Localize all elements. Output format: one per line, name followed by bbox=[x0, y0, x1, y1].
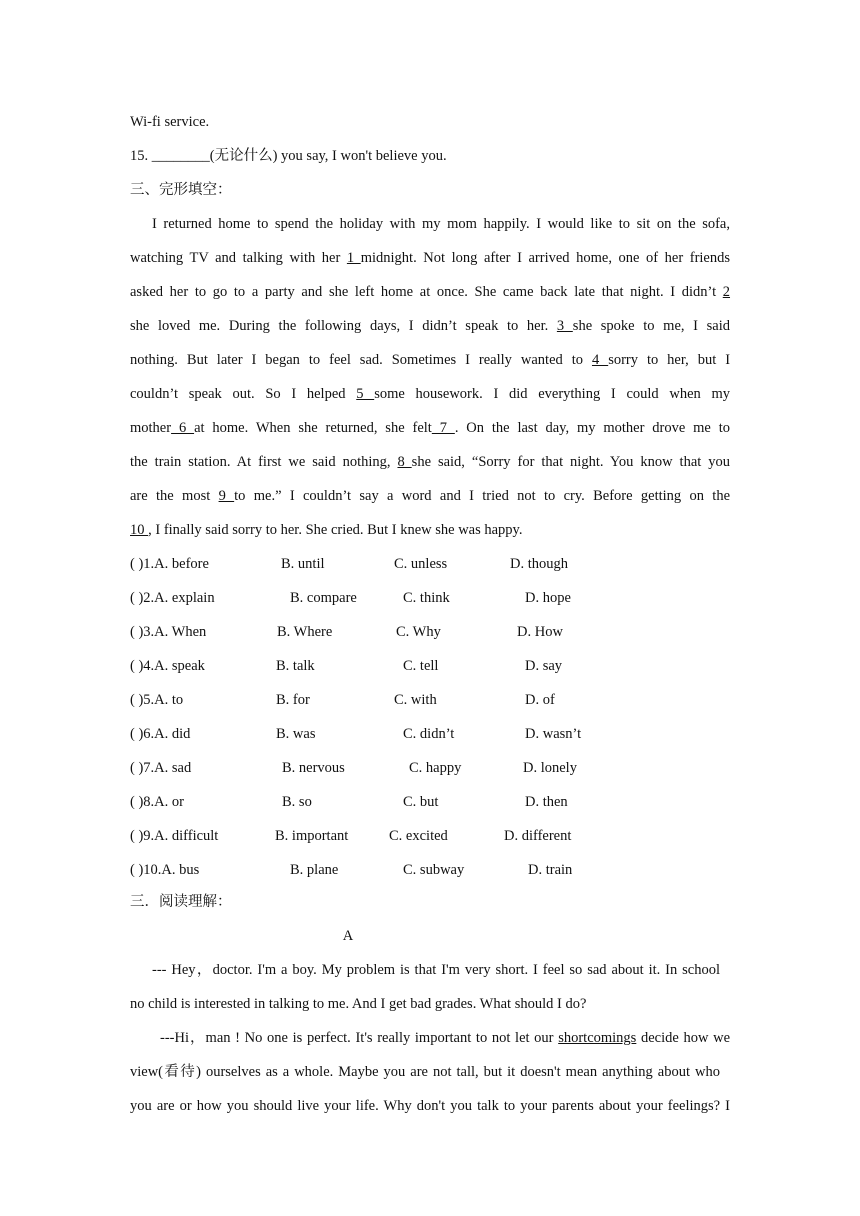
passage-text: , I finally said sorry to her. She cried. But I knew she was happy. bbox=[148, 522, 523, 538]
reading-heading: 三．阅读理解： bbox=[130, 894, 232, 910]
q15-blank: ________ bbox=[151, 148, 210, 164]
reading-a-label: A bbox=[342, 928, 354, 944]
option-d: D. though bbox=[510, 556, 568, 572]
cloze-blank-3: 3 bbox=[556, 318, 573, 334]
option-d: D. different bbox=[504, 828, 572, 844]
passage-text: midnight. Not long after I arrived home, one of her friends bbox=[360, 250, 731, 266]
question-number: 1. bbox=[143, 556, 155, 572]
passage-text: are the most bbox=[130, 488, 211, 504]
passage-text: watching TV and talking with her bbox=[130, 250, 341, 266]
reading-line-5: you are or how you should live your life. Why don't you talk to your parents about your feelings? I bbox=[130, 1098, 730, 1114]
answer-blank: ( ) bbox=[130, 828, 144, 844]
option-a: A. bus bbox=[161, 862, 200, 878]
passage-line-2 bbox=[130, 248, 730, 268]
option-d: D. then bbox=[525, 794, 568, 810]
question-number: 2. bbox=[143, 590, 155, 606]
question-number: 5. bbox=[143, 692, 155, 708]
cloze-blank-10: 10 bbox=[130, 522, 149, 538]
q14-tail: Wi-fi service. bbox=[130, 114, 210, 130]
option-b: B. so bbox=[282, 794, 312, 810]
passage-line-7 bbox=[130, 418, 730, 438]
option-d: D. How bbox=[517, 624, 563, 640]
option-c: C. with bbox=[394, 692, 437, 708]
question-number: 7. bbox=[143, 760, 155, 776]
option-a: A. explain bbox=[154, 590, 215, 606]
answer-blank: ( ) bbox=[130, 760, 144, 776]
option-d: D. train bbox=[528, 862, 573, 878]
question-number: 10. bbox=[143, 862, 162, 878]
option-a: A. did bbox=[154, 726, 191, 742]
answer-blank: ( ) bbox=[130, 556, 144, 572]
reading-line-3 bbox=[160, 1028, 730, 1048]
option-b: B. nervous bbox=[282, 760, 345, 776]
question-number: 6. bbox=[143, 726, 155, 742]
cloze-heading: 三、完形填空： bbox=[130, 182, 232, 198]
passage-text: the train station. At first we said nothing, bbox=[130, 454, 391, 470]
passage-text: to me.” I couldn’t say a word and I tried not to cry. Before getting on the bbox=[234, 488, 731, 504]
option-b: B. until bbox=[281, 556, 325, 572]
answer-blank: ( ) bbox=[130, 624, 144, 640]
option-d: D. wasn’t bbox=[525, 726, 582, 742]
option-b: B. compare bbox=[290, 590, 357, 606]
question-15 bbox=[130, 146, 447, 166]
answer-blank: ( ) bbox=[130, 590, 144, 606]
option-b: B. important bbox=[275, 828, 349, 844]
passage-line-6 bbox=[130, 384, 730, 404]
option-b: B. for bbox=[276, 692, 310, 708]
option-d: D. say bbox=[525, 658, 563, 674]
passage-text: couldn’t speak out. So I helped bbox=[130, 386, 346, 402]
option-a: A. speak bbox=[154, 658, 205, 674]
cloze-blank-2: 2 bbox=[722, 284, 731, 300]
option-a: A. When bbox=[154, 624, 207, 640]
option-a: A. sad bbox=[154, 760, 192, 776]
passage-text: sorry to her, but I bbox=[608, 352, 731, 368]
option-a: A. to bbox=[154, 692, 184, 708]
option-c: C. think bbox=[403, 590, 450, 606]
passage-text: some housework. I did everything I could when my bbox=[374, 386, 730, 402]
option-a: A. difficult bbox=[154, 828, 219, 844]
passage-line-3 bbox=[130, 282, 730, 302]
reading-text: ---Hi，man ! No one is perfect. It's really important to not let our bbox=[160, 1030, 554, 1046]
passage-line-8 bbox=[130, 452, 730, 472]
q15-hint: (无论什么) bbox=[209, 148, 278, 164]
cloze-blank-5: 5 bbox=[356, 386, 375, 402]
passage-text: . On the last day, my mother drove me to bbox=[454, 420, 731, 436]
passage-text: she spoke to me, I said bbox=[572, 318, 730, 334]
answer-blank: ( ) bbox=[130, 692, 144, 708]
passage-text: asked her to go to a party and she left home at once. She came back late that night. I didn’t bbox=[130, 284, 717, 300]
passage-line-5 bbox=[130, 350, 730, 370]
passage-line-10 bbox=[130, 520, 523, 540]
option-b: B. talk bbox=[276, 658, 315, 674]
shortcomings-word: shortcomings bbox=[558, 1030, 637, 1046]
passage-text: at home. When she returned, she felt bbox=[194, 420, 432, 436]
reading-line-4: view(看待) ourselves as a whole. Maybe you are not tall, but it doesn't mean anything about who bbox=[130, 1064, 720, 1080]
passage-text: nothing. But later I began to feel sad. Sometimes I really wanted to bbox=[130, 352, 583, 368]
reading-line-1: --- Hey，doctor. I'm a boy. My problem is that I'm very short. I feel so sad about it. In school bbox=[152, 962, 720, 978]
cloze-blank-7: 7 bbox=[431, 420, 455, 436]
question-number: 8. bbox=[143, 794, 155, 810]
cloze-blank-6: 6 bbox=[171, 420, 195, 436]
option-c: C. but bbox=[403, 794, 439, 810]
answer-blank: ( ) bbox=[130, 862, 144, 878]
option-c: C. happy bbox=[409, 760, 462, 776]
answer-blank: ( ) bbox=[130, 658, 144, 674]
passage-line-1: I returned home to spend the holiday with my mom happily. I would like to sit on the sofa, bbox=[152, 216, 730, 232]
passage-text: she loved me. During the following days, I didn’t speak to her. bbox=[130, 318, 549, 334]
option-a: A. or bbox=[154, 794, 184, 810]
passage-line-9 bbox=[130, 486, 730, 506]
option-c: C. Why bbox=[396, 624, 441, 640]
cloze-blank-4: 4 bbox=[591, 352, 609, 368]
passage-text: she said, “Sorry for that night. You know that you bbox=[411, 454, 730, 470]
option-d: D. hope bbox=[525, 590, 571, 606]
cloze-blank-8: 8 bbox=[397, 454, 412, 470]
question-number: 4. bbox=[143, 658, 155, 674]
option-c: C. unless bbox=[394, 556, 448, 572]
reading-text: decide how we bbox=[640, 1030, 731, 1046]
question-number: 9. bbox=[143, 828, 155, 844]
cloze-blank-9: 9 bbox=[218, 488, 235, 504]
option-d: D. lonely bbox=[523, 760, 577, 776]
reading-line-2: no child is interested in talking to me. And I get bad grades. What should I do? bbox=[130, 996, 587, 1012]
option-a: A. before bbox=[154, 556, 209, 572]
passage-text: mother bbox=[130, 420, 172, 436]
passage-line-4 bbox=[130, 316, 730, 336]
cloze-blank-1: 1 bbox=[346, 250, 361, 266]
option-b: B. Where bbox=[277, 624, 333, 640]
option-c: C. didn’t bbox=[403, 726, 455, 742]
option-c: C. subway bbox=[403, 862, 465, 878]
option-d: D. of bbox=[525, 692, 555, 708]
option-b: B. was bbox=[276, 726, 316, 742]
answer-blank: ( ) bbox=[130, 726, 144, 742]
q15-number: 15. bbox=[130, 148, 149, 164]
option-c: C. tell bbox=[403, 658, 439, 674]
option-b: B. plane bbox=[290, 862, 339, 878]
question-number: 3. bbox=[143, 624, 155, 640]
q15-rest: you say, I won't believe you. bbox=[277, 148, 447, 164]
answer-blank: ( ) bbox=[130, 794, 144, 810]
option-c: C. excited bbox=[389, 828, 448, 844]
